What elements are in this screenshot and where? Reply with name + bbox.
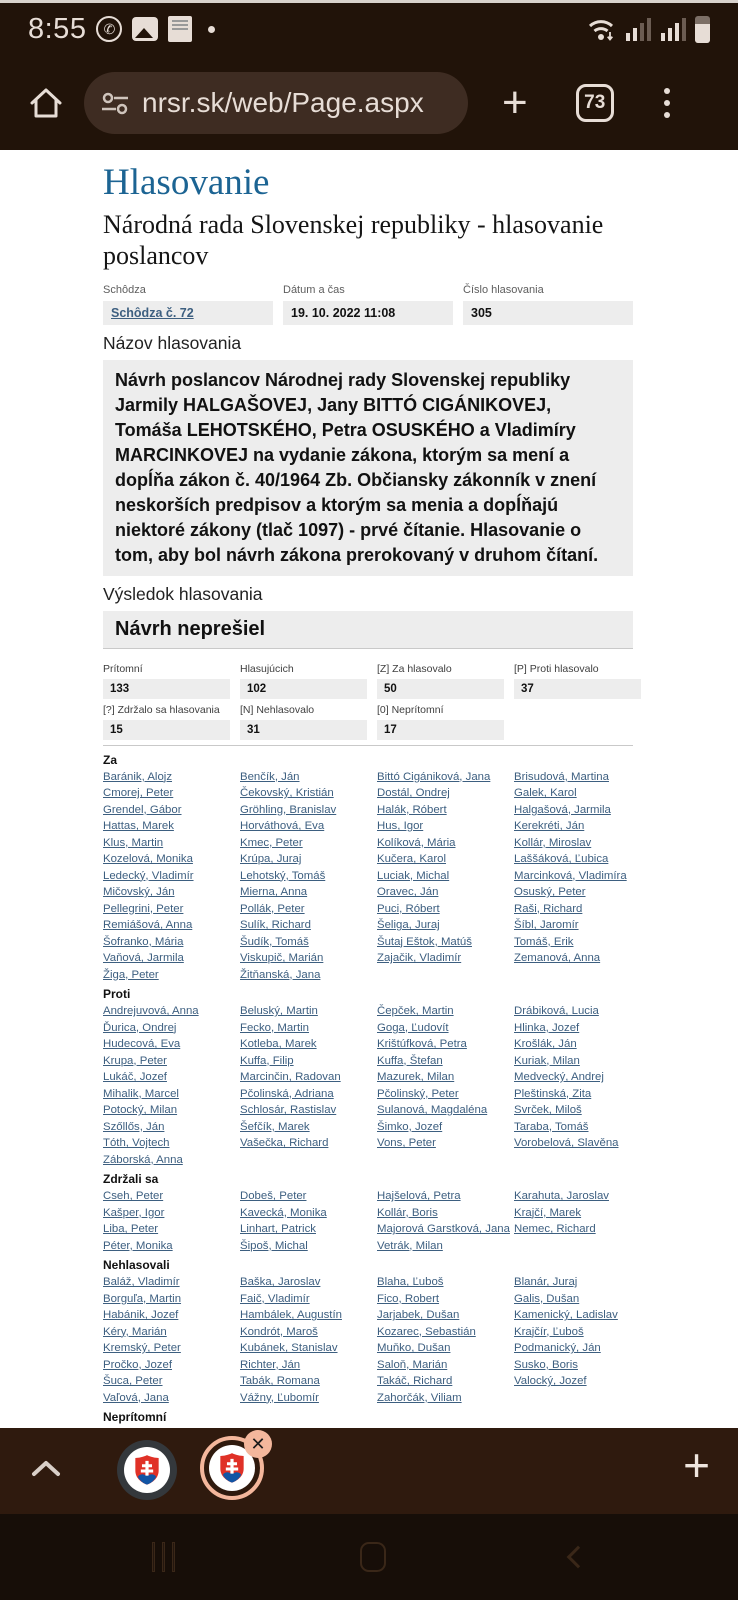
tab-switcher-button[interactable]: 73 [576, 84, 614, 122]
member-link[interactable]: Šíbl, Jaromír [514, 919, 579, 932]
clock: 8:55 [28, 12, 87, 45]
group-members [103, 1004, 651, 1169]
member-link[interactable]: Oravec, Ján [377, 886, 439, 899]
stat-value: 17 [377, 720, 504, 740]
divider [103, 648, 633, 649]
browser-toolbar [0, 55, 738, 150]
member-link[interactable]: Šutaj Eštok, Matúš [377, 935, 472, 948]
member-link[interactable]: Ďurica, Ondrej [103, 1021, 177, 1034]
member-link[interactable]: Puci, Róbert [377, 902, 440, 915]
stat-item [103, 663, 240, 699]
member-link[interactable]: Šuca, Peter [103, 1375, 163, 1388]
member-link[interactable]: Faič, Vladimír [240, 1292, 310, 1305]
member-link[interactable]: Richter, Ján [240, 1358, 301, 1371]
member-link[interactable]: Ledecký, Vladimír [103, 869, 194, 882]
status-notifications [28, 13, 215, 46]
member-link[interactable]: Kuffa, Štefan [377, 1054, 443, 1067]
member-link[interactable]: Galis, Dušan [514, 1292, 580, 1305]
vote-result-value: Návrh neprešiel [103, 611, 633, 648]
stat-label: [?] Zdržalo sa hlasovania [103, 703, 220, 716]
member-link[interactable]: Kučera, Karol [377, 853, 447, 866]
member-link[interactable]: Šeliga, Juraj [377, 919, 440, 932]
member-link[interactable]: Blaha, Ľuboš [377, 1276, 444, 1289]
webpage-viewport [0, 150, 738, 1428]
stat-label: [Z] Za hlasovalo [377, 662, 452, 675]
status-system-icons [586, 16, 710, 43]
member-link[interactable]: Hudecová, Eva [103, 1038, 181, 1051]
signal-sim1-icon [625, 16, 651, 42]
member-link[interactable]: Žiga, Peter [103, 968, 159, 981]
member-link[interactable]: Cseh, Peter [103, 1190, 164, 1203]
member-link[interactable]: Krajčí, Marek [514, 1206, 582, 1219]
member-link[interactable]: Vaňová, Jarmila [103, 952, 184, 965]
member-link[interactable]: Čepček, Martin [377, 1005, 454, 1018]
member-link[interactable]: Mierna, Anna [240, 886, 308, 899]
member-link[interactable]: Muňko, Dušan [377, 1342, 451, 1355]
member-link[interactable]: Jarjabek, Dušan [377, 1309, 460, 1322]
member-link[interactable]: Kamenický, Ladislav [514, 1309, 618, 1322]
vote-stats [103, 663, 651, 740]
member-link[interactable]: Vons, Peter [377, 1137, 436, 1150]
member-link[interactable]: Baránik, Alojz [103, 770, 173, 783]
stat-label: [P] Proti hlasovalo [514, 662, 599, 675]
new-tab-plus-icon[interactable]: + [683, 1439, 710, 1491]
member-link[interactable]: Remiášová, Anna [103, 919, 193, 932]
member-link[interactable]: Kozelová, Monika [103, 853, 193, 866]
stat-item [377, 704, 514, 740]
divider [103, 745, 633, 746]
member-link[interactable]: Cmorej, Peter [103, 787, 174, 800]
page-title: Hlasovanie [103, 162, 270, 203]
whatsapp-notification-icon: ✆ [96, 16, 122, 42]
member-link[interactable]: Kmec, Peter [240, 836, 303, 849]
tab-switcher-strip [0, 1428, 738, 1514]
member-link[interactable]: Kremský, Peter [103, 1342, 181, 1355]
member-link[interactable]: Vetrák, Milan [377, 1239, 443, 1252]
vote-result-label: Výsledok hlasovania [103, 583, 263, 604]
member-link[interactable]: Krošlák, Ján [514, 1038, 577, 1051]
member-link[interactable]: Benčík, Ján [240, 770, 300, 783]
new-tab-button[interactable]: + [502, 77, 528, 127]
wifi-icon [586, 16, 616, 42]
member-link[interactable]: Dobeš, Peter [240, 1190, 307, 1203]
member-link[interactable]: Kollár, Miroslav [514, 836, 592, 849]
member-link[interactable]: Klus, Martin [103, 836, 164, 849]
meta-label-schodza: Schôdza [103, 283, 146, 296]
vote-meta [103, 284, 651, 325]
member-link[interactable]: Čekovský, Kristián [240, 787, 334, 800]
page-subtitle: Národná rada Slovenskej republiky - hlasovanie poslancov [103, 210, 604, 270]
member-link[interactable]: Medvecký, Andrej [514, 1071, 604, 1084]
home-button[interactable] [26, 83, 66, 123]
member-link[interactable]: Halgašová, Jarmila [514, 803, 611, 816]
member-link[interactable]: Luciak, Michal [377, 869, 450, 882]
member-link[interactable]: Sulík, Richard [240, 919, 311, 932]
member-link[interactable]: Bittó Cigániková, Jana [377, 770, 491, 783]
tab-thumbnail-inactive[interactable] [117, 1440, 177, 1500]
android-nav-bar [0, 1514, 738, 1600]
member-link[interactable]: Pellegrini, Peter [103, 902, 184, 915]
member-link[interactable]: Habánik, Jozef [103, 1309, 179, 1322]
member-link[interactable]: Šimko, Jozef [377, 1120, 443, 1133]
vote-groups [103, 750, 651, 1428]
member-link[interactable]: Mihalik, Marcel [103, 1087, 179, 1100]
stats-row-1 [103, 663, 651, 699]
group-header: Nehlasovali [103, 1258, 170, 1273]
member-link[interactable]: Kotleba, Marek [240, 1038, 317, 1051]
gallery-notification-icon [132, 17, 158, 41]
member-link[interactable]: Taraba, Tomáš [514, 1120, 589, 1133]
stat-item [103, 704, 240, 740]
member-link[interactable]: Osuský, Peter [514, 886, 586, 899]
browser-menu-button[interactable] [664, 88, 670, 118]
member-link[interactable]: Kozarec, Sebastián [377, 1325, 476, 1338]
member-link[interactable]: Šudík, Tomáš [240, 935, 309, 948]
member-link[interactable]: Hambálek, Augustín [240, 1309, 342, 1322]
status-bar [0, 3, 738, 55]
group-header: Zdržali sa [103, 1172, 159, 1187]
member-link[interactable]: Pleštinská, Zita [514, 1087, 592, 1100]
stat-value: 37 [514, 679, 641, 699]
member-link[interactable]: Vorobelová, Slavěna [514, 1137, 619, 1150]
member-link[interactable]: Szőllős, Ján [103, 1120, 165, 1133]
site-settings-icon[interactable] [100, 90, 130, 116]
member-link[interactable]: Šipoš, Michal [240, 1239, 308, 1252]
member-link[interactable]: Zajačik, Vladimír [377, 952, 462, 965]
member-link[interactable]: Péter, Monika [103, 1239, 173, 1252]
member-link[interactable]: Vaľová, Jana [103, 1391, 169, 1404]
member-link[interactable]: Laššáková, Ľubica [514, 853, 609, 866]
member-link[interactable]: Saloň, Marián [377, 1358, 448, 1371]
member-link[interactable]: Horváthová, Eva [240, 820, 325, 833]
member-link[interactable]: Marcinčin, Radovan [240, 1071, 341, 1084]
member-link[interactable]: Svrček, Miloš [514, 1104, 582, 1117]
stat-label: [0] Neprítomní [377, 703, 444, 716]
stat-label: Hlasujúcich [240, 662, 294, 675]
member-link[interactable]: Sulanová, Magdaléna [377, 1104, 488, 1117]
member-link[interactable]: Zahorčák, Viliam [377, 1391, 462, 1404]
member-link[interactable]: Takáč, Richard [377, 1375, 453, 1388]
member-link[interactable]: Kéry, Marián [103, 1325, 167, 1338]
member-link[interactable]: Goga, Ľudovít [377, 1021, 449, 1034]
member-link[interactable]: Kubánek, Stanislav [240, 1342, 338, 1355]
group-header: Za [103, 752, 118, 767]
vote-name-label: Názov hlasovania [103, 332, 242, 353]
bible-app-notification-icon [168, 16, 192, 42]
member-link[interactable]: Galek, Karol [514, 787, 577, 800]
session-link[interactable]: Schôdza č. 72 [111, 305, 194, 320]
member-link[interactable]: Raši, Richard [514, 902, 583, 915]
member-link[interactable]: Kuriak, Milan [514, 1054, 580, 1067]
member-link[interactable]: Kerekréti, Ján [514, 820, 585, 833]
screen-top-edge [0, 0, 738, 3]
android-home-button[interactable] [360, 1542, 386, 1572]
vote-name-text: Návrh poslancov Národnej rady Slovenskej republiky Jarmily HALGAŠOVEJ, Jany BITTÓ CIGÁNIKOVEJ, Tomáša LEHOTSKÉHO, Petra OSUSKÉHO a Vladimíry MARCINKOVEJ na vydanie zákona, ktorým sa mení a dopĺňa zákon č. 40/1964 Zb. Občiansky zákonník v znení neskorších predpisov a ktorým sa menia a dopĺňajú niektoré zákony (tlač 1097) - prvé čítanie. Hlasovanie o tom, aby bol návrh zákona prerokovaný v druhom čítaní. [103, 360, 633, 576]
member-link[interactable]: Kavecká, Monika [240, 1206, 327, 1219]
member-link[interactable]: Krupa, Peter [103, 1054, 167, 1067]
member-link[interactable]: Šofranko, Mária [103, 935, 184, 948]
group-header: Proti [103, 987, 131, 1002]
url-bar[interactable] [84, 72, 468, 134]
member-link[interactable]: Tabák, Romana [240, 1375, 320, 1388]
stat-label: [N] Nehlasovalo [240, 703, 315, 716]
vote-datetime: 19. 10. 2022 11:08 [283, 301, 453, 325]
member-link[interactable]: Grendel, Gábor [103, 803, 182, 816]
member-link[interactable]: Kondrót, Maroš [240, 1325, 318, 1338]
stat-item [514, 663, 651, 699]
group-members [103, 1275, 651, 1407]
member-link[interactable]: Hattas, Marek [103, 820, 174, 833]
stat-value: 133 [103, 679, 230, 699]
member-link[interactable]: Tóth, Vojtech [103, 1137, 170, 1150]
member-link[interactable]: Hlinka, Jozef [514, 1021, 580, 1034]
member-link[interactable]: Mičovský, Ján [103, 886, 175, 899]
member-link[interactable]: Kašper, Igor [103, 1206, 165, 1219]
member-link[interactable]: Andrejuvová, Anna [103, 1005, 199, 1018]
member-link[interactable]: Zemanová, Anna [514, 952, 601, 965]
battery-icon [695, 16, 710, 43]
member-link[interactable]: Baláž, Vladimír [103, 1276, 180, 1289]
member-link[interactable]: Vážny, Ľubomír [240, 1391, 319, 1404]
member-link[interactable]: Borguľa, Martin [103, 1292, 182, 1305]
member-link[interactable]: Krištúfková, Petra [377, 1038, 467, 1051]
member-link[interactable]: Podmanický, Ján [514, 1342, 601, 1355]
member-link[interactable]: Gröhling, Branislav [240, 803, 337, 816]
member-link[interactable]: Schlosár, Rastislav [240, 1104, 337, 1117]
member-link[interactable]: Potocký, Milan [103, 1104, 178, 1117]
member-link[interactable]: Záborská, Anna [103, 1153, 183, 1166]
member-link[interactable]: Valocký, Jozef [514, 1375, 587, 1388]
member-link[interactable]: Lukáč, Jozef [103, 1071, 167, 1084]
meta-label-datum: Dátum a čas [283, 283, 345, 296]
member-link[interactable]: Baška, Jaroslav [240, 1276, 321, 1289]
url-text[interactable]: nrsr.sk/web/Page.aspx [142, 86, 424, 118]
stat-label: Prítomní [103, 662, 143, 675]
member-link[interactable]: Halák, Róbert [377, 803, 447, 816]
stat-item [240, 704, 377, 740]
meta-label-cislo: Číslo hlasovania [463, 283, 544, 296]
stat-value: 31 [240, 720, 367, 740]
member-link[interactable]: Pollák, Peter [240, 902, 305, 915]
member-link[interactable]: Krajčír, Ľuboš [514, 1325, 584, 1338]
member-link[interactable]: Liba, Peter [103, 1223, 159, 1236]
member-link[interactable]: Nemec, Richard [514, 1223, 596, 1236]
member-link[interactable]: Blanár, Juraj [514, 1276, 578, 1289]
member-link[interactable]: Kuffa, Filip [240, 1054, 294, 1067]
stat-value: 15 [103, 720, 230, 740]
member-link[interactable]: Pročko, Jozef [103, 1358, 173, 1371]
member-link[interactable]: Mazurek, Milan [377, 1071, 455, 1084]
member-link[interactable]: Krúpa, Juraj [240, 853, 302, 866]
notification-dot-icon [208, 26, 215, 33]
member-link[interactable]: Šefčík, Marek [240, 1120, 310, 1133]
group-members [103, 770, 651, 985]
stats-row-2 [103, 704, 651, 740]
member-link[interactable]: Vašečka, Richard [240, 1137, 329, 1150]
chevron-up-icon[interactable] [28, 1456, 64, 1480]
nrsr-favicon [124, 1447, 170, 1493]
member-link[interactable]: Beluský, Martin [240, 1005, 318, 1018]
group-members [103, 1189, 651, 1255]
member-link[interactable]: Majorová Garstková, Jana [377, 1223, 510, 1236]
stat-value: 102 [240, 679, 367, 699]
member-link[interactable]: Fico, Robert [377, 1292, 440, 1305]
member-link[interactable]: Lehotský, Tomáš [240, 869, 326, 882]
member-link[interactable]: Drábiková, Lucia [514, 1005, 599, 1018]
member-link[interactable]: Pčolinský, Peter [377, 1087, 459, 1100]
stat-value: 50 [377, 679, 504, 699]
member-link[interactable]: Hus, Igor [377, 820, 424, 833]
member-link[interactable]: Viskupič, Marián [240, 952, 324, 965]
back-button[interactable] [567, 1546, 590, 1569]
member-link[interactable]: Tomáš, Erik [514, 935, 574, 948]
close-tab-icon[interactable]: ✕ [244, 1430, 272, 1458]
member-link[interactable]: Linhart, Patrick [240, 1223, 316, 1236]
stat-item [240, 663, 377, 699]
member-link[interactable]: Susko, Boris [514, 1358, 578, 1371]
member-link[interactable]: Dostál, Ondrej [377, 787, 450, 800]
member-link[interactable]: Kollár, Boris [377, 1206, 438, 1219]
member-link[interactable]: Brisudová, Martina [514, 770, 609, 783]
member-link[interactable]: Hajšelová, Petra [377, 1190, 461, 1203]
member-link[interactable]: Pčolinská, Adriana [240, 1087, 334, 1100]
member-link[interactable]: Marcinková, Vladimíra [514, 869, 627, 882]
group-header: Neprítomní [103, 1410, 167, 1425]
member-link[interactable]: Fecko, Martin [240, 1021, 309, 1034]
member-link[interactable]: Žitňanská, Jana [240, 968, 321, 981]
recents-button[interactable] [152, 1542, 175, 1572]
vote-number: 305 [463, 301, 633, 325]
stat-item [377, 663, 514, 699]
member-link[interactable]: Karahuta, Jaroslav [514, 1190, 609, 1203]
member-link[interactable]: Kolíková, Mária [377, 836, 456, 849]
signal-sim2-icon [660, 16, 686, 42]
